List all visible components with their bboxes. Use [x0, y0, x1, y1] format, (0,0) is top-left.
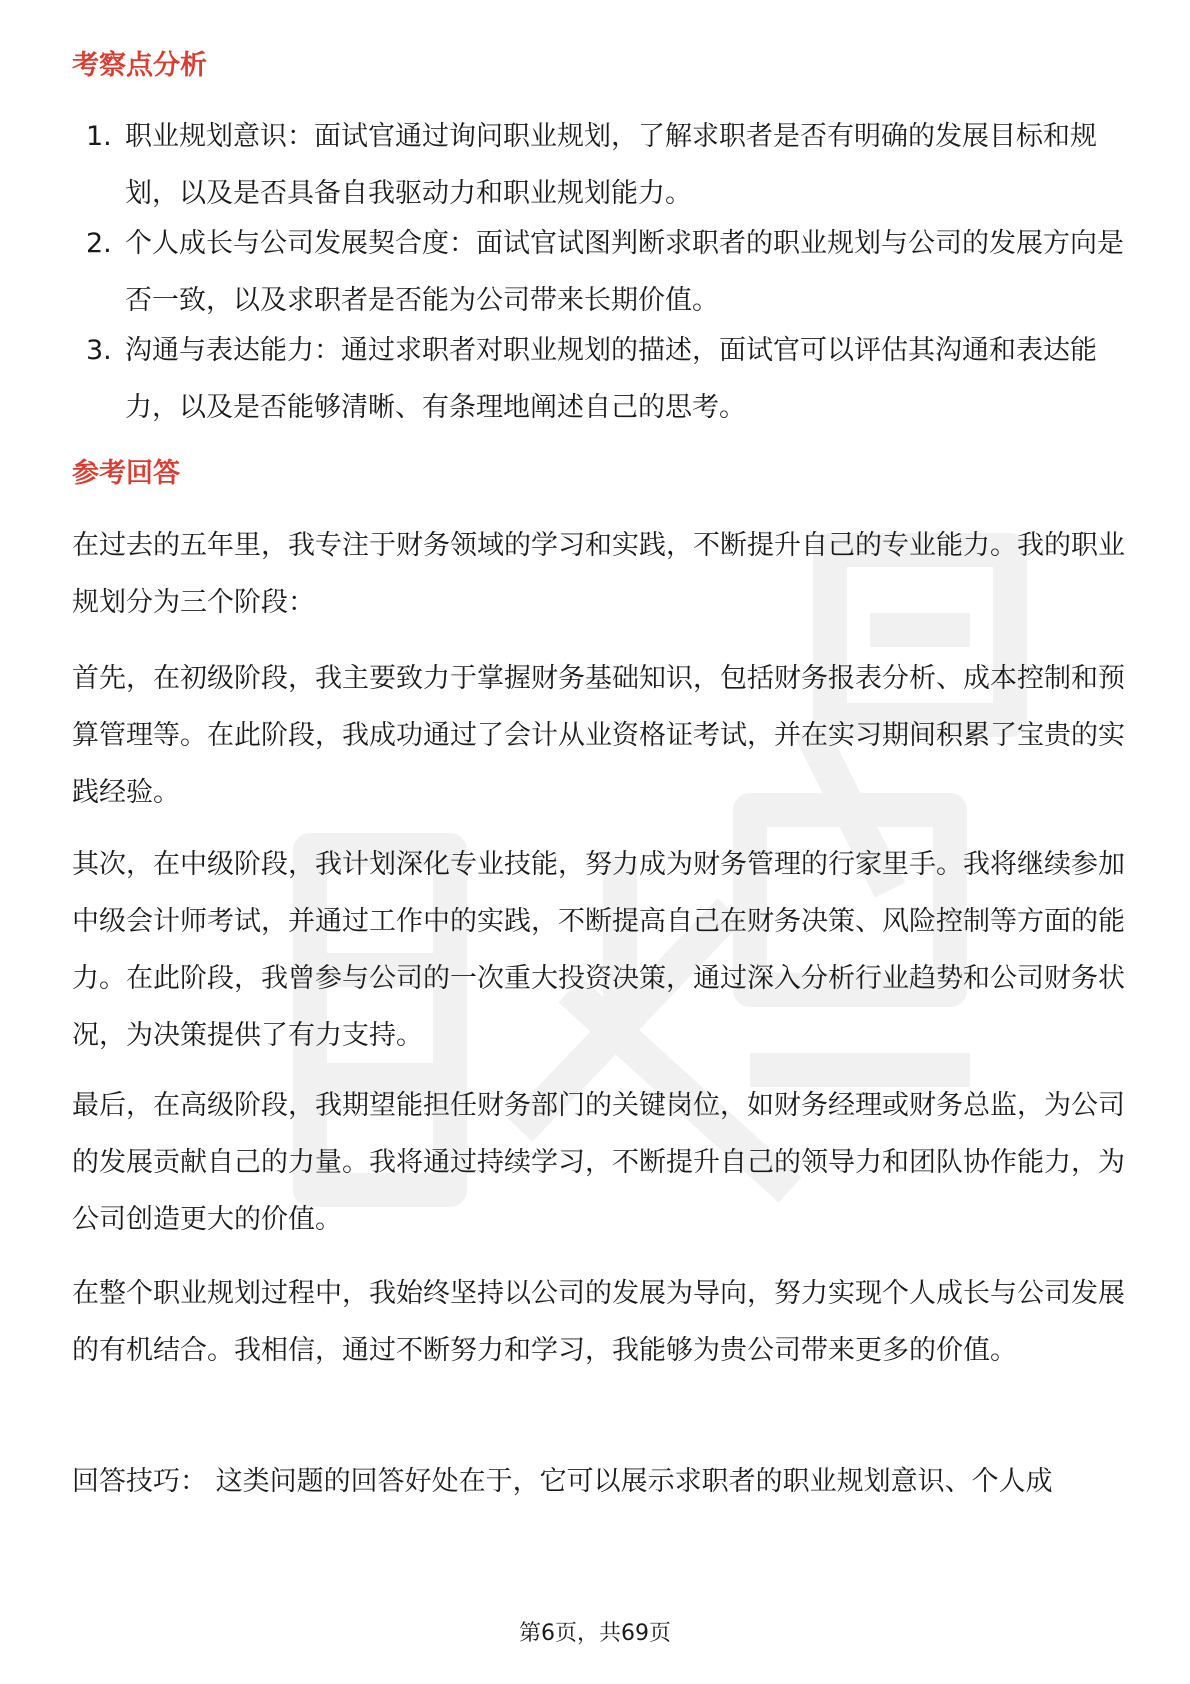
answer-paragraph: 在整个职业规划过程中，我始终坚持以公司的发展为导向，努力实现个人成长与公司发展的有机结合。我相信，通过不断努力和学习，我能够为贵公司带来更多的价值。: [72, 1278, 1125, 1366]
list-item: [86, 108, 1126, 222]
page-number: 第6页，共69页: [519, 1621, 671, 1646]
list-text: 个人成长与公司发展契合度：面试官试图判断求职者的职业规划与公司的发展方向是否一致，以及求职者是否能为公司带来长期价值。: [125, 228, 1124, 316]
list-number: 2.: [86, 228, 112, 259]
heading-analysis: 考察点分析: [72, 50, 207, 81]
answer-tips: 回答技巧： 这类问题的回答好处在于，它可以展示求职者的职业规划意识、个人成: [72, 1466, 1053, 1497]
answer-paragraph: 首先，在初级阶段，我主要致力于掌握财务基础知识，包括财务报表分析、成本控制和预算管理等。在此阶段，我成功通过了会计从业资格证考试，并在实习期间积累了宝贵的实践经验。: [72, 663, 1125, 808]
list-number: 3.: [86, 335, 112, 366]
list-text: 沟通与表达能力：通过求职者对职业规划的描述，面试官可以评估其沟通和表达能力，以及是否能够清晰、有条理地阐述自己的思考。: [125, 335, 1097, 423]
list-item: [86, 322, 1126, 436]
list-item: [86, 215, 1126, 329]
answer-paragraph: 最后，在高级阶段，我期望能担任财务部门的关键岗位，如财务经理或财务总监，为公司的发展贡献自己的力量。我将通过持续学习，不断提升自己的领导力和团队协作能力，为公司创造更大的价值。: [72, 1090, 1125, 1235]
list-number: 1.: [86, 121, 112, 152]
answer-paragraph: 在过去的五年里，我专注于财务领域的学习和实践，不断提升自己的专业能力。我的职业规划分为三个阶段：: [72, 530, 1125, 618]
heading-answer: 参考回答: [72, 458, 180, 489]
list-text: 职业规划意识：面试官通过询问职业规划，了解求职者是否有明确的发展目标和规划，以及是否具备自我驱动力和职业规划能力。: [125, 121, 1097, 209]
answer-paragraph: 其次，在中级阶段，我计划深化专业技能，努力成为财务管理的行家里手。我将继续参加中级会计师考试，并通过工作中的实践，不断提高自己在财务决策、风险控制等方面的能力。在此阶段，我曾参与公司的一次重大投资决策，通过深入分析行业趋势和公司财务状况，为决策提供了有力支持。: [72, 849, 1125, 1051]
